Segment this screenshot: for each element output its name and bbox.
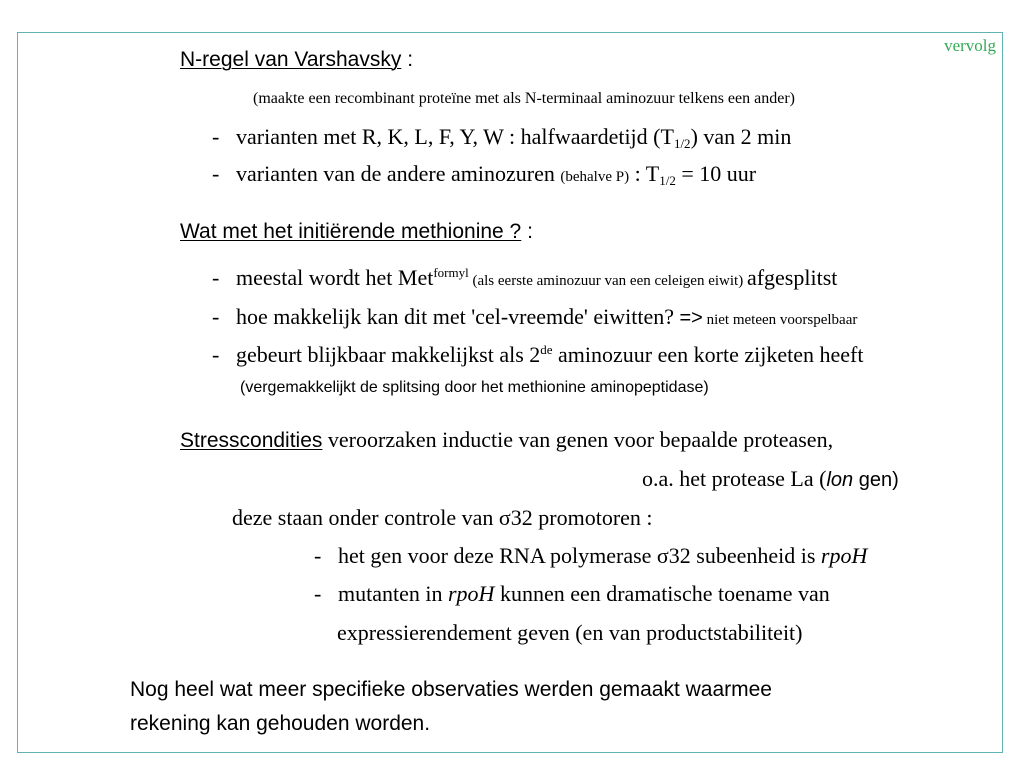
- list-item: [212, 306, 857, 328]
- item-text: het gen voor deze RNA polymerase σ32 subeenheid is: [338, 543, 821, 568]
- bullet-dash: -: [212, 342, 220, 367]
- section-note: (vergemakkelijkt de splitsing door het methionine aminopeptidase): [240, 379, 709, 396]
- list-item: [314, 545, 867, 567]
- item-text: o.a. het protease La (: [642, 466, 827, 491]
- bullet-dash: -: [212, 124, 220, 149]
- bullet-dash: -: [314, 543, 322, 568]
- item-text: varianten met R, K, L, F, Y, W : halfwaardetijd (T: [236, 124, 674, 149]
- list-item: [212, 267, 837, 289]
- item-text: aminozuur een korte zijketen heeft: [552, 342, 864, 367]
- protease-line: [642, 468, 899, 490]
- item-text: = 10 uur: [675, 161, 757, 186]
- subscript: 1/2: [659, 173, 676, 188]
- subscript: 1/2: [673, 136, 691, 151]
- control-line: deze staan onder controle van σ32 promotoren :: [232, 505, 653, 530]
- item-text: hoe makkelijk kan dit met 'cel-vreemde' eiwitten?: [236, 304, 680, 329]
- gene-name: rpoH: [447, 581, 495, 606]
- list-item: [212, 124, 792, 151]
- bullet-dash: -: [212, 304, 220, 329]
- item-text: afgesplitst: [746, 265, 838, 290]
- superscript: de: [540, 342, 553, 357]
- item-text: gebeurt blijkbaar makkelijkst als 2: [236, 342, 541, 367]
- item-text: mutanten in: [338, 581, 448, 606]
- footer-line: Nog heel wat meer specifieke observaties werden gemaakt waarmee: [130, 678, 772, 701]
- superscript: formyl: [433, 265, 469, 280]
- section-note: (maakte een recombinant proteïne met als N-terminaal aminozuur telkens een ander): [253, 90, 795, 107]
- list-item: [314, 583, 830, 605]
- heading-suffix: :: [401, 48, 414, 71]
- continued-label: vervolg: [944, 36, 996, 55]
- list-item: [212, 344, 863, 366]
- item-text: meestal wordt het Met: [236, 265, 434, 290]
- arrow-symbol: =>: [679, 307, 703, 329]
- gene-name: rpoH: [820, 543, 868, 568]
- item-text: veroorzaken inductie van genen voor bepaalde proteasen,: [322, 427, 834, 452]
- heading-suffix: :: [521, 220, 533, 243]
- bullet-dash: -: [212, 265, 220, 290]
- heading-text: Stresscondities: [180, 429, 323, 452]
- gene-name: lon: [826, 469, 854, 491]
- list-item-continuation: expressierendement geven (en van productstabiliteit): [337, 620, 803, 645]
- list-item: [212, 161, 757, 188]
- item-text: ) van 2 min: [690, 124, 792, 149]
- item-small-text: (als eerste aminozuur van een celeigen eiwit): [468, 273, 747, 289]
- item-small-text: niet meteen voorspelbaar: [702, 312, 858, 328]
- item-text: gen): [853, 469, 899, 491]
- footer-line: rekening kan gehouden worden.: [130, 712, 431, 735]
- item-small-text: (behalve P): [560, 169, 630, 185]
- bullet-dash: -: [314, 581, 322, 606]
- heading-text: Wat met het initiërende methionine ?: [180, 220, 522, 243]
- bullet-dash: -: [212, 161, 220, 186]
- item-text: kunnen een dramatische toename van: [494, 581, 830, 606]
- heading-text: N-regel van Varshavsky: [180, 48, 402, 71]
- item-text: : T: [629, 161, 660, 186]
- section-heading-n-rule: [180, 49, 413, 70]
- section-heading-stress: [180, 429, 833, 451]
- item-text: varianten van de andere aminozuren: [236, 161, 561, 186]
- section-heading-methionine: [180, 221, 533, 242]
